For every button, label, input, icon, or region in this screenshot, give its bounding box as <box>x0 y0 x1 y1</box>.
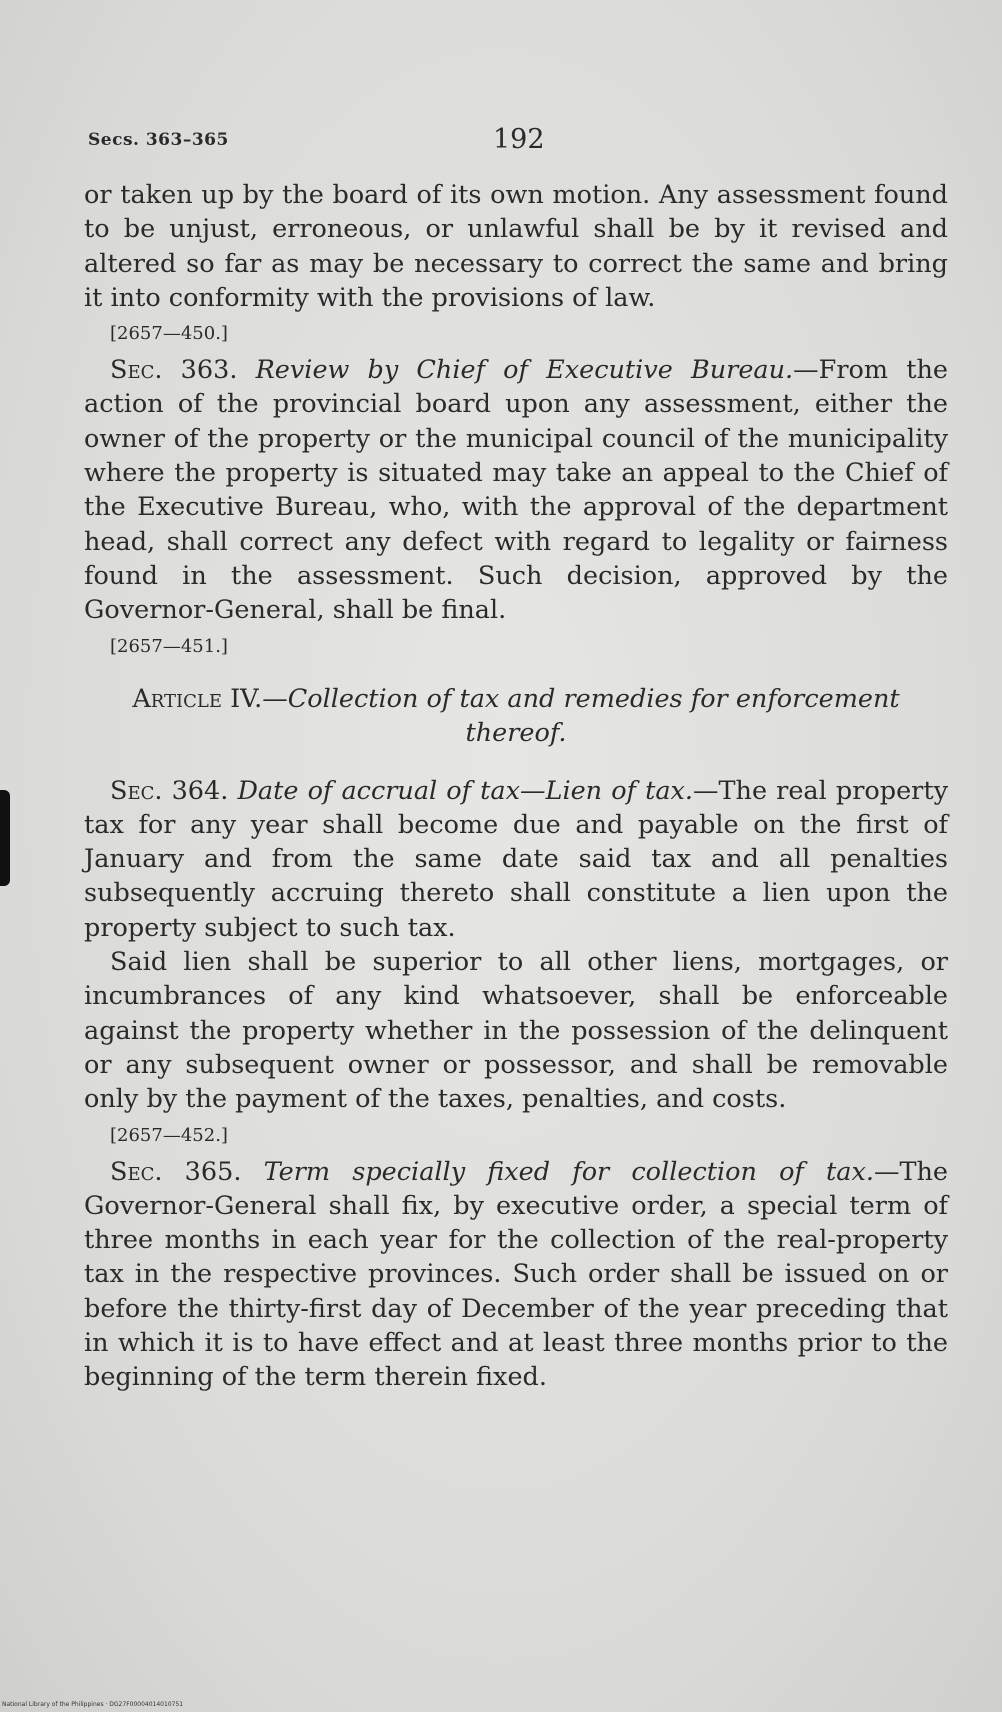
section-label: Sec. 363. <box>110 355 238 386</box>
article-heading <box>84 682 948 750</box>
section-title: Review by Chief of Executive Bureau. <box>255 355 794 386</box>
page-number: 192 <box>493 124 545 155</box>
section-title: Term specially fixed for collection of tax. <box>263 1156 874 1187</box>
section-text: —From the action of the provincial board upon any assessment, either the owner of the property or the municipal council of the municipality where the property is situated may take an appeal to the Chief of the Executive Bureau, who, with the approval of the department head, shall correct any defect with regard to legality or fairness found in the assessment. Such decision, approved by the Governor-General, shall be final. <box>84 355 948 626</box>
section-363 <box>84 353 948 627</box>
section-364 <box>84 774 948 945</box>
scan-footer: National Library of the Philippines · DG27F00004014010751 <box>2 1701 184 1708</box>
binding-mark <box>0 790 10 886</box>
paragraph-continued: or taken up by the board of its own motion. Any assessment found to be unjust, erroneous, or unlawful shall be by it revised and altered so far as may be necessary to correct the same and bring it into conformity with the provisions of law. <box>84 180 948 313</box>
section-365 <box>84 1155 948 1395</box>
legal-reference: [2657—452.] <box>110 1124 228 1146</box>
section-text: —The real property tax for any year shall become due and payable on the first of January and from the same date said tax and all penalties subsequently accruing thereto shall constitute a lien upon the property subject to such tax. <box>84 775 949 943</box>
section-title: Date of accrual of tax—Lien of tax. <box>237 775 694 806</box>
section-label: Sec. 364. <box>110 775 229 806</box>
page-body <box>84 178 948 1395</box>
legal-reference: [2657—450.] <box>110 323 228 345</box>
article-label: Article IV. <box>132 683 263 714</box>
section-label: Sec. 365. <box>110 1156 242 1187</box>
legal-reference: [2657—451.] <box>110 635 228 657</box>
section-text: —The Governor-General shall fix, by executive order, a special term of three months in each year for the collection of the real-property tax in the respective provinces. Such order shall be issued on or before the thirty-first day of December of the year preceding that in which it is to have effect and at least three months prior to the beginning of the term therein fixed. <box>84 1156 948 1393</box>
article-title: —Collection of tax and remedies for enforcement thereof. <box>262 683 900 748</box>
page-header <box>88 124 948 164</box>
section-364-paragraph-2: Said lien shall be superior to all other liens, mortgages, or incumbrances of any kind whatsoever, shall be enforceable against the property whether in the possession of the delinquent or any subsequent owner or possessor, and shall be removable only by the payment of the taxes, penalties, and costs. <box>84 947 948 1115</box>
section-range: Secs. 363–365 <box>88 130 229 150</box>
